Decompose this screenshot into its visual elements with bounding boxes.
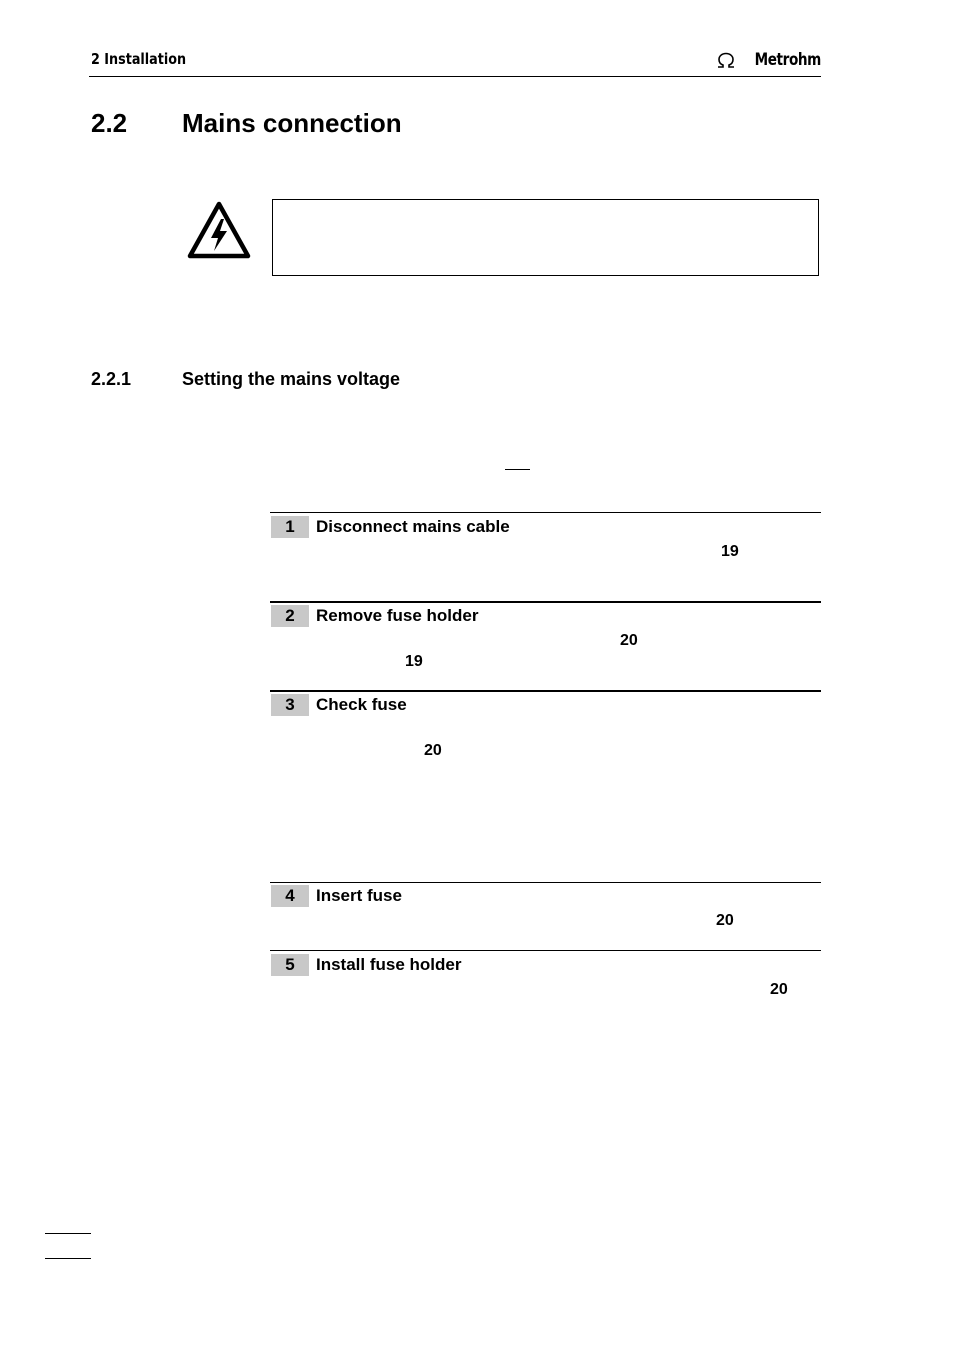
subsection-number: 2.2.1 — [91, 369, 132, 389]
figure-reference: 20 — [770, 981, 788, 998]
step-title: Check fuse — [316, 695, 407, 714]
figure-reference: 19 — [721, 543, 739, 560]
omega-logo-icon — [716, 52, 736, 69]
header-divider — [89, 76, 821, 77]
step-number: 3 — [271, 694, 309, 716]
section-title: Mains connection — [182, 108, 402, 138]
step-number: 1 — [271, 516, 309, 538]
footer-rule — [45, 1233, 91, 1234]
step-number: 2 — [271, 605, 309, 627]
step-divider — [270, 512, 821, 513]
brand-name: Metrohm — [754, 50, 821, 70]
figure-reference: 20 — [620, 632, 638, 649]
section-number: 2.2 — [91, 108, 128, 138]
step-divider — [270, 601, 821, 603]
figure-reference: 19 — [405, 653, 423, 670]
step-title: Install fuse holder — [316, 955, 462, 974]
figure-reference: 20 — [716, 912, 734, 929]
step-title: Insert fuse — [316, 886, 402, 905]
step-divider — [270, 950, 821, 951]
subsection-title: Setting the mains voltage — [182, 369, 401, 389]
figure-reference: 20 — [424, 742, 442, 759]
step-title: Disconnect mains cable — [316, 517, 510, 536]
step-divider — [270, 882, 821, 883]
footer-rule — [45, 1258, 91, 1259]
step-divider — [270, 690, 821, 692]
underline-mark — [505, 469, 530, 470]
warning-box — [272, 199, 819, 276]
brand-logo — [716, 50, 821, 70]
high-voltage-warning-icon — [187, 201, 251, 259]
step-number: 4 — [271, 885, 309, 907]
step-number: 5 — [271, 954, 309, 976]
running-header-chapter: 2 Installation — [91, 50, 187, 68]
step-title: Remove fuse holder — [316, 606, 479, 625]
